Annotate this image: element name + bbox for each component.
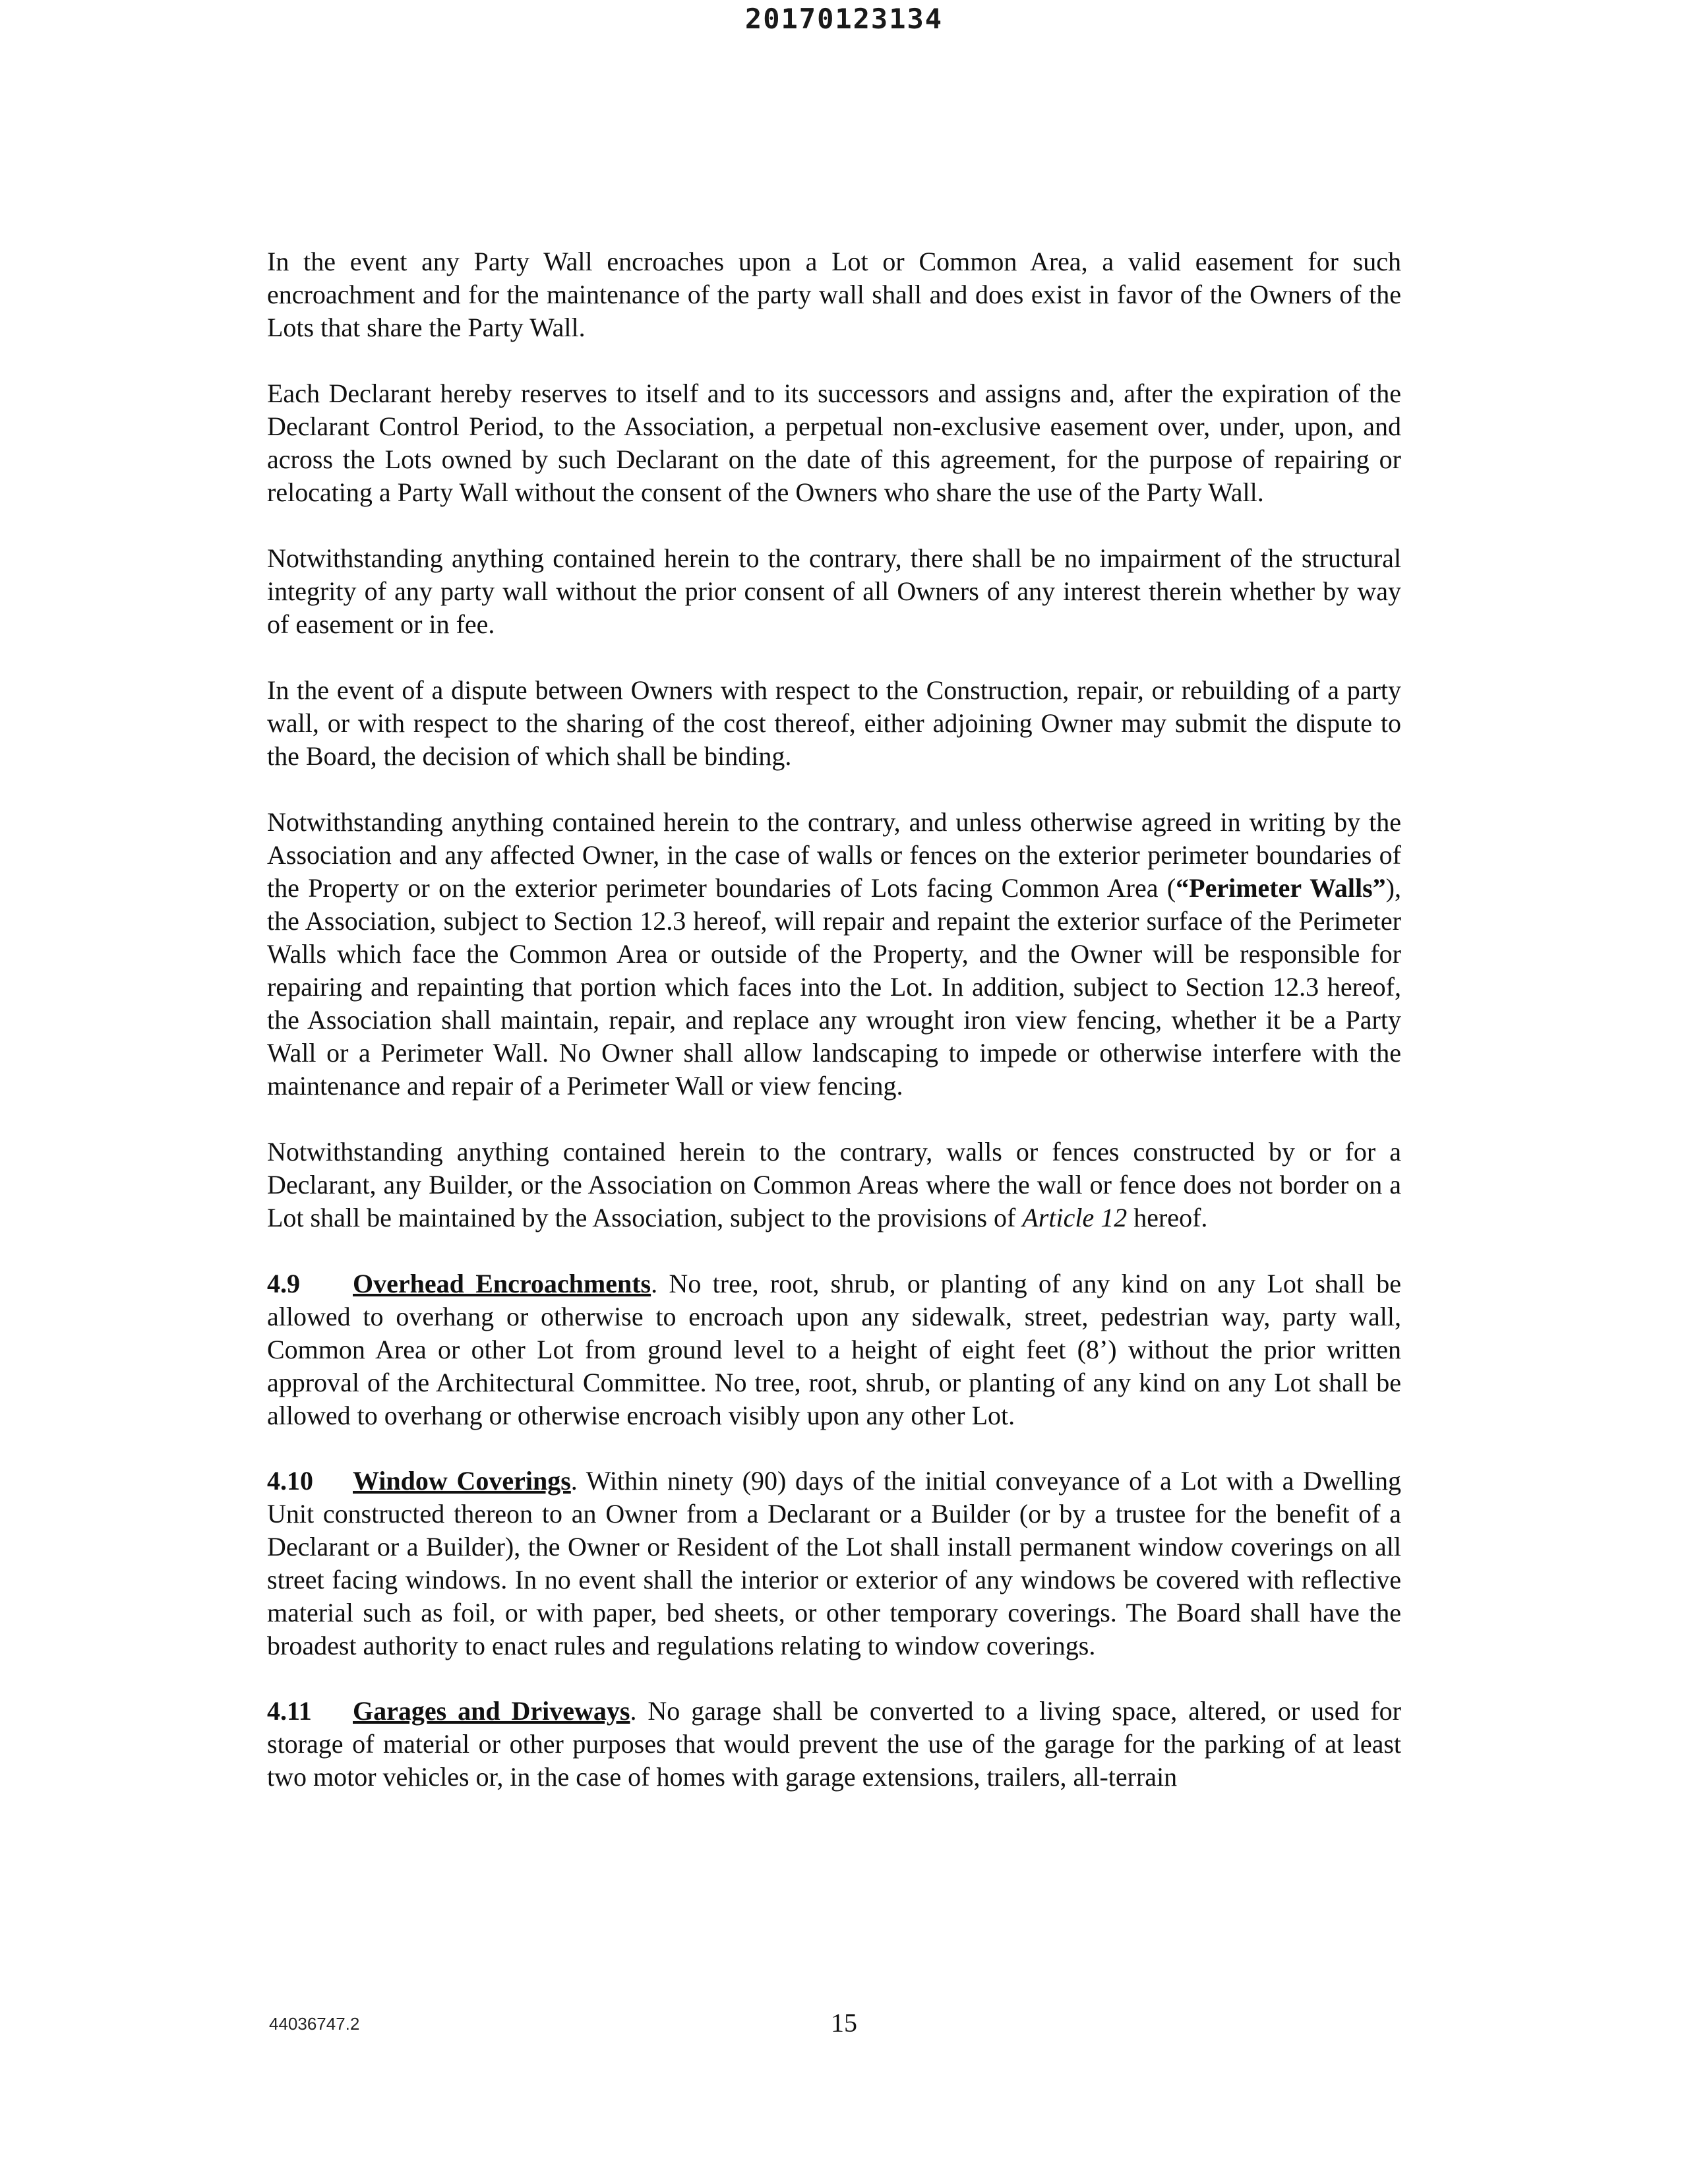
- section-text: . No garage shall be converted to a living space, altered, or used for storage of material or other purposes that would prevent the use of the garage for the parking of at least two motor vehicles or, in the case of homes with garage extensions, trailers, all-terrain: [267, 1696, 1402, 1792]
- perimeter-walls-text-a: Notwithstanding anything contained herein to the contrary, and unless otherwise agreed in writing by the Association and any affected Owner, in the case of walls or fences on the exterior perimeter boundaries of the Property or on the exterior perimeter boundaries of Lots facing Common Area (: [267, 807, 1401, 903]
- section-number: 4.9: [267, 1269, 300, 1298]
- paragraph-party-wall-encroachment: In the event any Party Wall encroaches upon a Lot or Common Area, a valid easement for such encroachment and for the maintenance of the party wall shall and does exist in favor of the Owners of the Lots that share the Party Wall.: [267, 247, 1401, 342]
- perimeter-walls-defined-term: “Perimeter Walls”: [1176, 873, 1386, 903]
- paragraph-perimeter-walls: [267, 806, 1401, 1103]
- section-title: Garages and Driveways: [353, 1696, 630, 1726]
- section-4-9: [267, 1267, 1401, 1432]
- common-area-walls-text-a: Notwithstanding anything contained herein to the contrary, walls or fences constructed by or for a Declarant, any Builder, or the Association on Common Areas where the wall or fence does not border on a Lot shall be maintained by the Association, subject to the provisions of: [267, 1137, 1401, 1232]
- section-text: . Within ninety (90) days of the initial conveyance of a Lot with a Dwelling Unit constructed thereon to an Owner from a Declarant or a Builder (or by a trustee for the benefit of a Declarant or a Builder), the Owner or Resident of the Lot shall install permanent window coverings on all street facing windows. In no event shall the interior or exterior of any windows be covered with reflective material such as foil, or with paper, bed sheets, or other temporary coverings. The Board shall have the broadest authority to enact rules and regulations relating to window coverings.: [267, 1466, 1401, 1660]
- paragraph-common-area-walls: [267, 1136, 1401, 1234]
- section-title: Overhead Encroachments: [353, 1269, 651, 1298]
- section-title: Window Coverings: [353, 1466, 571, 1496]
- footer-page-number: 15: [831, 2008, 857, 2038]
- paragraph-declarant-easement: Each Declarant hereby reserves to itself and to its successors and assigns and, after the expiration of the Declarant Control Period, to the Association, a perpetual non-exclusive easement over, under, upon, and across the Lots owned by such Declarant on the date of this agreement, for the purpose of repairing or relocating a Party Wall without the consent of the Owners who share the use of the Party Wall.: [267, 379, 1401, 507]
- paragraph-dispute: In the event of a dispute between Owners with respect to the Construction, repair, or rebuilding of a party wall, or with respect to the sharing of the cost thereof, either adjoining Owner may submit the dispute to the Board, the decision of which shall be binding.: [267, 675, 1401, 771]
- section-4-10: [267, 1465, 1401, 1662]
- section-4-11: [267, 1695, 1401, 1794]
- perimeter-walls-text-b: ), the Association, subject to Section 12.3 hereof, will repair and repaint the exterior surface of the Perimeter Walls which face the Common Area or outside of the Property, and the Owner will be responsible for repairing and repainting that portion which faces into the Lot. In addition, subject to Section 12.3 hereof, the Association shall maintain, repair, and replace any wrought iron view fencing, whether it be a Party Wall or a Perimeter Wall. No Owner shall allow landscaping to impede or otherwise interfere with the maintenance and repair of a Perimeter Wall or view fencing.: [267, 873, 1401, 1101]
- article-reference: Article 12: [1022, 1203, 1128, 1232]
- section-number: 4.10: [267, 1466, 313, 1496]
- document-body: [267, 245, 1401, 1826]
- common-area-walls-text-b: hereof.: [1127, 1203, 1208, 1232]
- footer-document-id: 44036747.2: [269, 2014, 360, 2034]
- recording-number: 20170123134: [744, 3, 944, 35]
- section-text: . No tree, root, shrub, or planting of any kind on any Lot shall be allowed to overhang or otherwise to encroach upon any sidewalk, street, pedestrian way, party wall, Common Area or other Lot from ground level to a height of eight feet (8’) without the prior written approval of the Architectural Committee. No tree, root, shrub, or planting of any kind on any Lot shall be allowed to overhang or otherwise encroach visibly upon any other Lot.: [267, 1269, 1401, 1430]
- section-number: 4.11: [267, 1696, 312, 1726]
- paragraph-structural-integrity: Notwithstanding anything contained herein to the contrary, there shall be no impairment of the structural integrity of any party wall without the prior consent of all Owners of any interest therein whether by way of easement or in fee.: [267, 543, 1401, 639]
